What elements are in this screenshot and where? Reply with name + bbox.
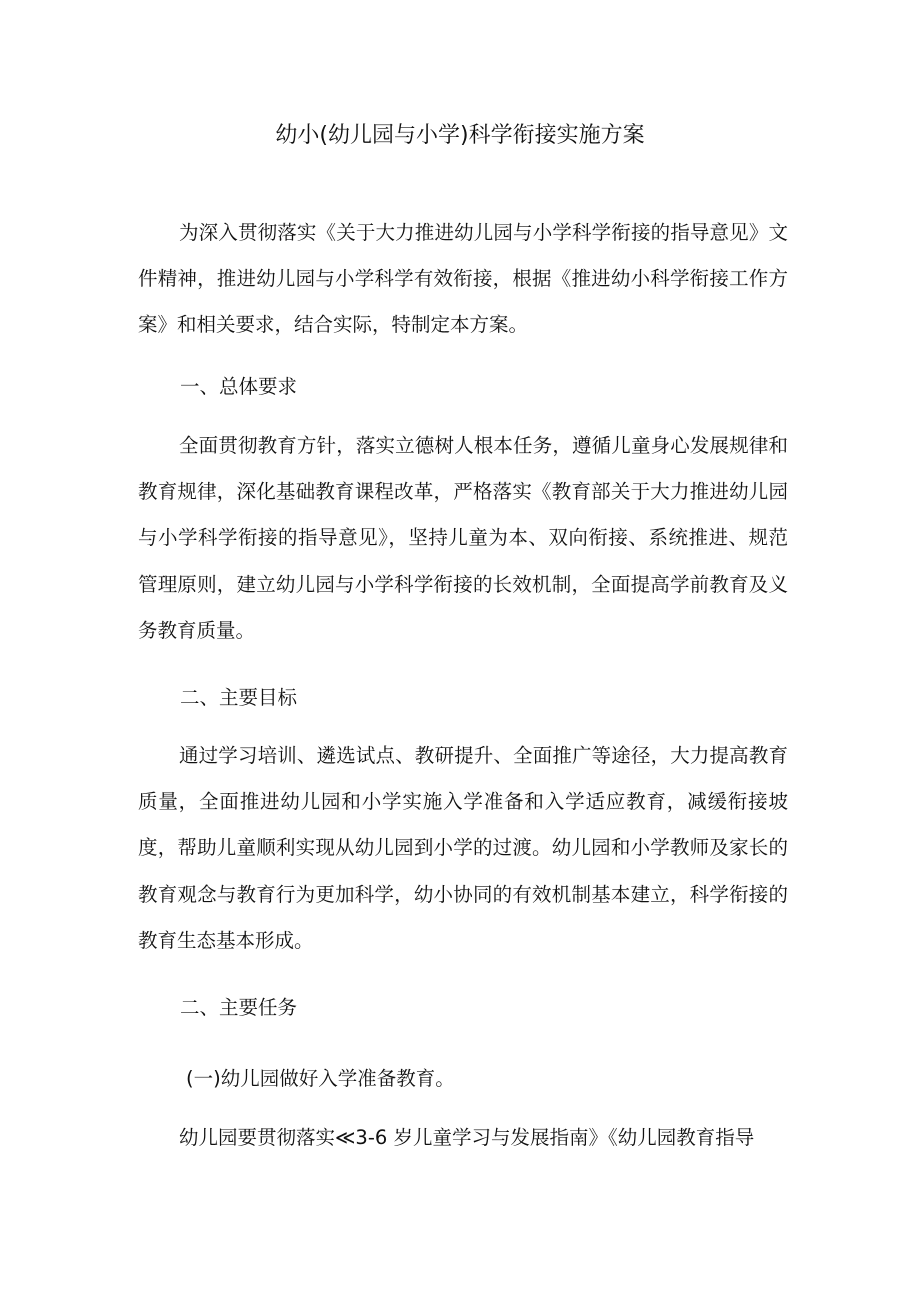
section-heading-overall-requirements: 一、总体要求 — [180, 375, 298, 398]
subsection-heading-kindergarten-preparation: (一)幼儿园做好入学准备教育。 — [186, 1067, 455, 1090]
overall-requirements-paragraph: 全面贯彻教育方针，落实立德树人根本任务，遵循儿童身心发展规律和教育规律，深化基础教育课程改革，严格落实《教育部关于大力推进幼儿园与小学科学衔接的指导意见》，坚持儿童为本、双向衔接、系统推进、规范管理原则，建立幼儿园与小学科学衔接的长效机制，全面提高学前教育及义务教育质量。 — [138, 434, 788, 642]
main-goals-paragraph: 通过学习培训、遴选试点、教研提升、全面推广等途径，大力提高教育质量，全面推进幼儿园和小学实施入学准备和入学适应教育，减缓衔接坡度，帮助儿童顺利实现从幼儿园到小学的过渡。幼儿园和小学教师及家长的教育观念与教育行为更加科学，幼小协同的有效机制基本建立，科学衔接的教育生态基本形成。 — [138, 744, 788, 952]
section-heading-main-goals: 二、主要目标 — [180, 686, 298, 709]
section-heading-main-tasks: 二、主要任务 — [180, 996, 298, 1019]
document-title: 幼小(幼儿园与小学)科学衔接实施方案 — [275, 123, 645, 148]
intro-paragraph: 为深入贯彻落实《关于大力推进幼儿园与小学科学衔接的指导意见》文件精神，推进幼儿园与小学科学有效衔接，根据《推进幼小科学衔接工作方案》和相关要求，结合实际，特制定本方案。 — [138, 221, 788, 337]
kindergarten-preparation-paragraph: 幼儿园要贯彻落实≪3-6 岁儿童学习与发展指南》《幼儿园教育指导 — [179, 1126, 755, 1149]
